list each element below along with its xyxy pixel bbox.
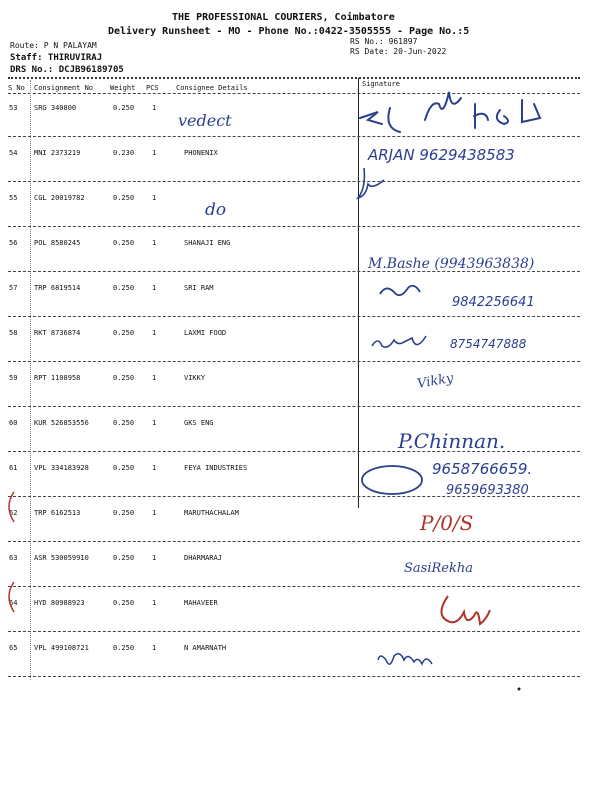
signature-scribble-57 bbox=[380, 286, 420, 295]
red-mark-62 bbox=[9, 492, 14, 522]
row-weight: 0.250 bbox=[113, 509, 135, 517]
row-pcs: 1 bbox=[152, 104, 157, 112]
col-header-pcs: PCS bbox=[146, 84, 159, 92]
handwritten-signature-62: P/0/S bbox=[420, 511, 474, 535]
row-consignee: FEYA INDUSTRIES bbox=[184, 464, 248, 472]
company-title: THE PROFESSIONAL COURIERS, Coimbatore bbox=[172, 12, 395, 23]
handwritten-signature-54: ARJAN 9629438583 bbox=[368, 146, 515, 164]
row-weight: 0.250 bbox=[113, 194, 135, 202]
signature-scribble-65 bbox=[378, 654, 432, 664]
row-pcs: 1 bbox=[152, 284, 157, 292]
col-header-signature: Signature bbox=[362, 80, 400, 88]
row-pcs: 1 bbox=[152, 374, 157, 382]
row-sno: 59 bbox=[9, 374, 18, 382]
row-sno: 54 bbox=[9, 149, 18, 157]
handwritten-consignee-53: vedect bbox=[178, 111, 232, 130]
row-consignee: GKS ENG bbox=[184, 419, 214, 427]
row-sno: 64 bbox=[9, 599, 18, 607]
route-label: Route: P N PALAYAM bbox=[10, 41, 97, 50]
handwritten-consignee-55: do bbox=[205, 200, 227, 220]
row-consignment-no: VPL 334183928 bbox=[34, 464, 89, 472]
handwritten-phone-61a: 9658766659. bbox=[432, 460, 533, 478]
signature-scribble-61 bbox=[362, 466, 422, 494]
handwritten-phone-57: 9842256641 bbox=[452, 295, 535, 310]
signature-row-53 bbox=[360, 92, 540, 132]
row-sno: 63 bbox=[9, 554, 18, 562]
scan-speck bbox=[518, 688, 521, 691]
handwritten-signature-56: M.Bashe (9943963838) bbox=[368, 256, 535, 272]
row-consignment-no: TRP 6162513 bbox=[34, 509, 81, 517]
runsheet-title: Delivery Runsheet - MO - Phone No.:0422-3505555 - Page No.:5 bbox=[108, 26, 470, 37]
row-consignee: MARUTHACHALAM bbox=[184, 509, 239, 517]
row-sno: 61 bbox=[9, 464, 18, 472]
row-pcs: 1 bbox=[152, 554, 157, 562]
row-consignment-no: TRP 6819514 bbox=[34, 284, 81, 292]
row-consignment-no: KUR 526853556 bbox=[34, 419, 89, 427]
col-header-consignee: Consignee Details bbox=[176, 84, 248, 92]
row-pcs: 1 bbox=[152, 194, 157, 202]
signature-scribble-64 bbox=[441, 596, 490, 624]
staff-label: Staff: THIRUVIRAJ bbox=[10, 53, 103, 63]
row-pcs: 1 bbox=[152, 464, 157, 472]
row-sno: 53 bbox=[9, 104, 18, 112]
col-header-consignment: Consignment No bbox=[34, 84, 94, 92]
row-weight: 0.250 bbox=[113, 239, 135, 247]
row-consignee: SHANAJI ENG bbox=[184, 239, 231, 247]
row-weight: 0.250 bbox=[113, 464, 135, 472]
row-weight: 0.250 bbox=[113, 554, 135, 562]
row-sno: 55 bbox=[9, 194, 18, 202]
row-weight: 0.250 bbox=[113, 599, 135, 607]
handwritten-signature-63: SasiRekha bbox=[404, 561, 473, 576]
row-consignment-no: SRG 340800 bbox=[34, 104, 77, 112]
row-sno: 56 bbox=[9, 239, 18, 247]
row-consignee: N AMARNATH bbox=[184, 644, 227, 652]
row-consignment-no: MNI 2373219 bbox=[34, 149, 81, 157]
row-pcs: 1 bbox=[152, 149, 157, 157]
row-pcs: 1 bbox=[152, 239, 157, 247]
row-sno: 58 bbox=[9, 329, 18, 337]
row-weight: 0.250 bbox=[113, 104, 135, 112]
signature-scribble-58 bbox=[372, 336, 426, 347]
row-weight: 0.250 bbox=[113, 419, 135, 427]
row-sno: 62 bbox=[9, 509, 18, 517]
row-consignment-no: RPT 1108958 bbox=[34, 374, 81, 382]
row-weight: 0.250 bbox=[113, 329, 135, 337]
row-consignee: SRI RAM bbox=[184, 284, 214, 292]
row-pcs: 1 bbox=[152, 419, 157, 427]
row-pcs: 1 bbox=[152, 329, 157, 337]
row-consignee: PHONENIX bbox=[184, 149, 218, 157]
row-consignee: VIKKY bbox=[184, 374, 206, 382]
row-consignee: LAXMI FOOD bbox=[184, 329, 227, 337]
handwritten-phone-61b: 9659693380 bbox=[446, 483, 529, 498]
signature-scribble-54 bbox=[358, 168, 384, 198]
row-consignment-no: HYD 80988923 bbox=[34, 599, 85, 607]
handwritten-phone-58: 8754747888 bbox=[450, 337, 527, 351]
row-sno: 60 bbox=[9, 419, 18, 427]
drs-number: DRS No.: DCJB96189705 bbox=[10, 65, 124, 75]
row-consignment-no: ASR 530059910 bbox=[34, 554, 89, 562]
row-sno: 65 bbox=[9, 644, 18, 652]
col-header-sno: S No bbox=[8, 84, 25, 92]
row-weight: 0.250 bbox=[113, 644, 135, 652]
row-weight: 0.230 bbox=[113, 149, 135, 157]
rs-date: RS Date: 20-Jun-2022 bbox=[350, 47, 447, 56]
col-header-weight: Weight bbox=[110, 84, 136, 92]
row-consignment-no: CGL 20019782 bbox=[34, 194, 85, 202]
rs-number: RS No.: 961897 bbox=[350, 37, 418, 46]
handwritten-signature-60: P.Chinnan. bbox=[398, 429, 506, 453]
row-sno: 57 bbox=[9, 284, 18, 292]
row-consignment-no: VPL 499108721 bbox=[34, 644, 89, 652]
row-consignment-no: POL 8580245 bbox=[34, 239, 81, 247]
row-pcs: 1 bbox=[152, 509, 157, 517]
row-pcs: 1 bbox=[152, 644, 157, 652]
row-consignment-no: RKT 8736874 bbox=[34, 329, 81, 337]
row-weight: 0.250 bbox=[113, 374, 135, 382]
row-consignee: MAHAVEER bbox=[184, 599, 218, 607]
row-pcs: 1 bbox=[152, 599, 157, 607]
red-mark-64 bbox=[9, 582, 14, 612]
handwritten-signature-59: Vikky bbox=[416, 370, 455, 392]
row-consignee: DHARMARAJ bbox=[184, 554, 222, 562]
row-weight: 0.250 bbox=[113, 284, 135, 292]
